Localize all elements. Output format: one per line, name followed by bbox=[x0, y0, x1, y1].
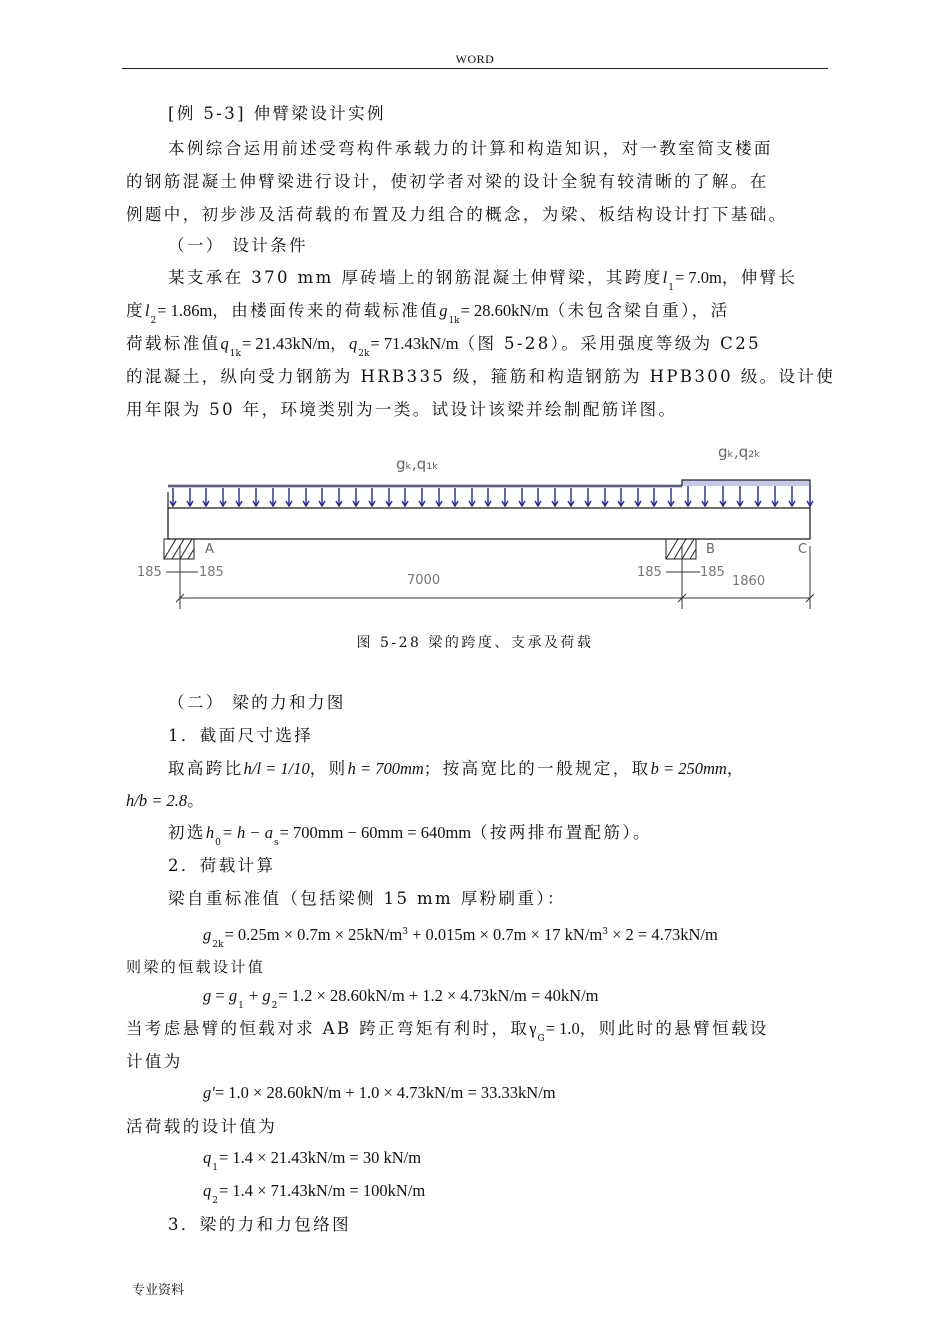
condition-line-1: 某支承在 370 mm 厚砖墙上的钢筋混凝土伸臂梁，其跨度$l_1= 7.0m$，伸臂长 bbox=[168, 268, 798, 293]
dead-load-label: 则梁的恒载设计值 bbox=[126, 958, 266, 976]
dim-7000: 7000 bbox=[407, 573, 441, 588]
symbol: γ bbox=[529, 1019, 537, 1038]
text: 度 bbox=[126, 301, 145, 320]
section-title: [例 5-3] 伸臂梁设计实例 bbox=[168, 104, 386, 123]
internal-force-heading: （二） 梁的力和力图 bbox=[168, 693, 346, 712]
condition-line-2: 度$l_2= 1.86m$，由楼面传来的荷载标准值$g_{1k}= 28.60kN/m$（未包含梁自重），活 bbox=[126, 301, 730, 326]
condition-line-5: 用年限为 50 年，环境类别为一类。试设计该梁并绘制配筋详图。 bbox=[126, 400, 678, 419]
symbol: l bbox=[144, 301, 150, 320]
live-load-label: 活荷载的设计值为 bbox=[126, 1117, 278, 1136]
text: （未包含梁自重），活 bbox=[548, 301, 730, 320]
text: ，伸臂长 bbox=[721, 268, 798, 287]
dim-185-a-left: 185 bbox=[137, 565, 162, 580]
formula: = 1.4 × 71.43kN/m = 100kN/m bbox=[218, 1181, 426, 1200]
formula: = 0.25m × 0.7m × 25kN/m bbox=[224, 925, 403, 944]
live-load-formula-2: $q_2= 1.4 \times 71.43kN/m = 100kN/m$ bbox=[203, 1181, 426, 1206]
support-a-hatch bbox=[164, 539, 194, 559]
symbol: q bbox=[203, 1181, 212, 1200]
symbol: g bbox=[228, 986, 238, 1005]
text: ，则 bbox=[309, 759, 348, 778]
symbol: l bbox=[662, 268, 668, 287]
text: ，由楼面传来的荷载标准值 bbox=[212, 301, 440, 320]
subsection-2-title: 2．荷载计算 bbox=[168, 856, 276, 875]
header-rule bbox=[122, 68, 828, 69]
text: ；按高宽比的一般规定，取 bbox=[423, 759, 651, 778]
symbol: g bbox=[262, 986, 271, 1005]
effective-depth-line: 初选$h_0= h - a_s= 700mm - 60mm = 640mm$（按两排布置配筋）。 bbox=[168, 823, 652, 848]
subsection-1-title: 1．截面尺寸选择 bbox=[168, 726, 314, 745]
load-arrows bbox=[170, 486, 813, 506]
support-b-hatch bbox=[666, 539, 696, 559]
load-label-span: gₖ,q₁ₖ bbox=[396, 455, 439, 473]
intro-line-3: 例题中，初步涉及活荷载的布置及力组合的概念，为梁、板结构设计打下基础。 bbox=[126, 205, 788, 224]
beam-figure bbox=[126, 436, 826, 616]
favorable-load-line-2: 计值为 bbox=[126, 1052, 183, 1071]
formula: = h − a bbox=[221, 823, 273, 842]
subsection-3-title: 3．梁的力和力包络图 bbox=[168, 1215, 351, 1234]
page-header: WORD bbox=[455, 52, 495, 66]
self-weight-formula: $g_{2k}= 0.25m \times 0.7m \times 25kN/m^3 + 0.015m \times 0.7m \times 17$ $kN/m^3 \times 2 = 4.73kN/m$ bbox=[203, 925, 718, 950]
dead-load-formula: $g = g_1 + g_2= 1.2 \times 28.60kN/m + 1.2 \times 4.73kN/m = 40kN/m$ bbox=[203, 986, 599, 1011]
load-band-cantilever bbox=[682, 480, 810, 486]
load-label-cantilever: gₖ,q₂ₖ bbox=[718, 443, 761, 461]
symbol: g bbox=[203, 925, 212, 944]
formula: + 0.015m × 0.7m × 17 kN/m bbox=[407, 925, 603, 944]
text: ， bbox=[330, 334, 349, 353]
condition-line-3: 荷载标准值$q_{1k}= 21.43kN/m$，$q_{2k}= 71.43kN/m$（图 5-28）。采用强度等级为 C25 bbox=[126, 334, 761, 359]
dim-1860: 1860 bbox=[732, 574, 766, 589]
section-size-line bbox=[168, 759, 746, 779]
formula: = 1.4 × 21.43kN/m = 30 kN/m bbox=[218, 1148, 422, 1167]
value: = 28.60kN/m bbox=[460, 301, 549, 320]
text: （图 5-28）。采用强度等级为 C25 bbox=[458, 334, 761, 353]
formula: h/l = 1/10 bbox=[243, 759, 310, 778]
formula: h/b = 2.8 bbox=[126, 791, 188, 810]
beam-body bbox=[168, 508, 810, 539]
text: （按两排布置配筋）。 bbox=[471, 823, 652, 842]
aspect-ratio-line bbox=[126, 791, 206, 811]
text: = bbox=[211, 986, 229, 1005]
value: = 71.43kN/m bbox=[370, 334, 459, 353]
value: = 1.86m bbox=[157, 301, 213, 320]
symbol: g bbox=[203, 986, 212, 1005]
condition-line-4: 的混凝土，纵向受力钢筋为 HRB335 级，箍筋和构造钢筋为 HPB300 级。设计使 bbox=[126, 367, 836, 386]
symbol: g′ bbox=[203, 1083, 215, 1102]
live-load-formula-1: $q_1= 1.4 \times 21.43kN/m = 30$ kN/m bbox=[203, 1148, 422, 1173]
figure-caption: 图 5-28 梁的跨度、支承及荷载 bbox=[356, 635, 594, 651]
formula: b = 250mm bbox=[650, 759, 727, 778]
cantilever-dead-formula bbox=[203, 1083, 556, 1103]
text: 某支承在 370 mm 厚砖墙上的钢筋混凝土伸臂梁，其跨度 bbox=[168, 268, 663, 287]
formula: × 2 = 4.73kN/m bbox=[608, 925, 718, 944]
text: 初选 bbox=[168, 823, 206, 842]
text: ，则此时的悬臂恒载设 bbox=[579, 1019, 769, 1038]
intro-line-2: 的钢筋混凝土伸臂梁进行设计，使初学者对梁的设计全貌有较清晰的了解。在 bbox=[126, 172, 769, 191]
symbol: h bbox=[205, 823, 215, 842]
dim-185-a-right: 185 bbox=[199, 565, 224, 580]
intro-line-1: 本例综合运用前述受弯构件承载力的计算和构造知识，对一教室简支楼面 bbox=[168, 139, 773, 158]
formula: h = 700mm bbox=[347, 759, 424, 778]
text: + bbox=[244, 986, 263, 1005]
text: 当考虑悬臂的恒载对求 AB 跨正弯矩有利时，取 bbox=[126, 1019, 530, 1038]
value: = 1.0 bbox=[545, 1019, 580, 1038]
value: = 7.0m bbox=[674, 268, 722, 287]
support-b-label: B bbox=[706, 542, 715, 557]
formula: = 1.2 × 28.60kN/m + 1.2 × 4.73kN/m = 40kN/m bbox=[278, 986, 599, 1005]
design-conditions-heading: （一） 设计条件 bbox=[168, 236, 308, 255]
page-footer: 专业资料 bbox=[132, 1283, 185, 1298]
symbol: q bbox=[220, 334, 229, 353]
text: ， bbox=[726, 759, 746, 778]
symbol: q bbox=[203, 1148, 212, 1167]
symbol: q bbox=[348, 334, 358, 353]
text: 荷载标准值 bbox=[126, 334, 221, 353]
support-a-label: A bbox=[205, 542, 214, 557]
dim-185-b-left: 185 bbox=[637, 565, 662, 580]
text: 。 bbox=[187, 791, 206, 810]
formula: = 1.0 × 28.60kN/m + 1.0 × 4.73kN/m = 33.33kN/m bbox=[214, 1083, 556, 1102]
symbol: g bbox=[439, 301, 448, 320]
dim-185-b-right: 185 bbox=[700, 565, 725, 580]
end-c-label: C bbox=[798, 542, 808, 557]
value: = 21.43kN/m bbox=[241, 334, 331, 353]
text: 取高跨比 bbox=[168, 759, 244, 778]
self-weight-label: 梁自重标准值（包括梁侧 15 mm 厚粉刷重）： bbox=[168, 889, 566, 908]
favorable-load-line: 当考虑悬臂的恒载对求 AB 跨正弯矩有利时，取$\gamma_G= 1.0$，则此时的悬臂恒载设 bbox=[126, 1019, 769, 1044]
formula: = 700mm − 60mm = 640mm bbox=[279, 823, 472, 842]
